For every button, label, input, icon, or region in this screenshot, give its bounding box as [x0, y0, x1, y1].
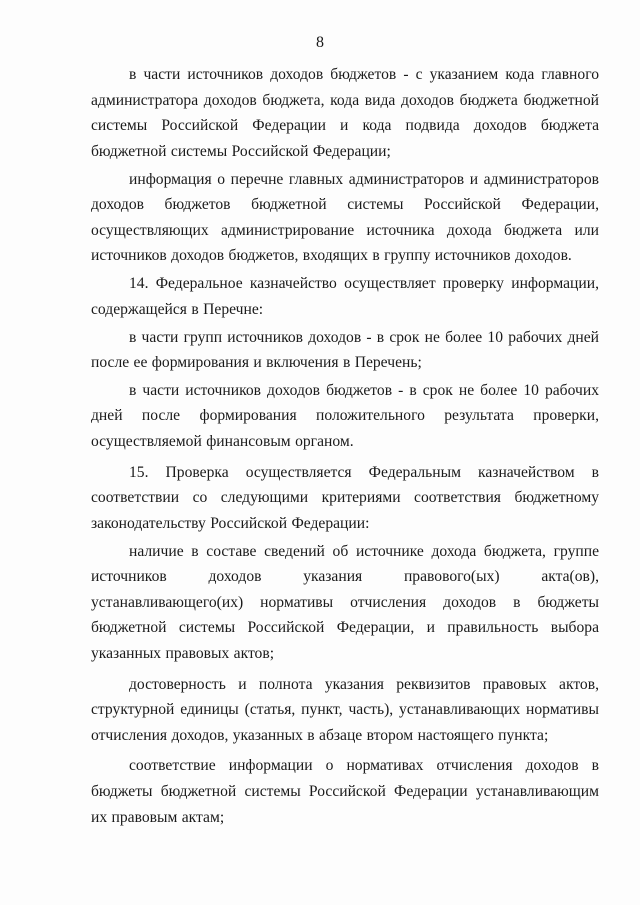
paragraph-criterion-requisites: достоверность и полнота указания реквизитов правовых актов, структурной единицы (статья, пункт, часть), устанавливающих нормативы отчисления доходов, указанных в абзаце втором настоящего пункта; [91, 675, 599, 744]
page-number: 8 [316, 34, 324, 51]
paragraph-groups-deadline: в части групп источников доходов - в срок не более 10 рабочих дней после ее формирования и включения в Перечень; [91, 328, 599, 372]
paragraph-item-15: 15. Проверка осуществляется Федеральным казначейством в соответствии со следующими критериями соответствия бюджетному законодательству Российской Федерации: [91, 463, 599, 532]
document-body [91, 62, 599, 832]
paragraph-sources-deadline: в части источников доходов бюджетов - в срок не более 10 рабочих дней после формирования положительного результата проверки, осуществляемой финансовым органом. [91, 381, 599, 451]
paragraph-item-14: 14. Федеральное казначейство осуществляет проверку информации, содержащейся в Перечне: [91, 275, 599, 318]
paragraph-criterion-legal-acts: наличие в составе сведений об источнике дохода бюджета, группе источников доходов указания правового(ых) акта(ов), устанавливающего(их) нормативы отчисления доходов в бюджеты бюджетной системы Российской Федерации, и правильность выбора указанных правовых актов; [91, 542, 599, 662]
paragraph-revenue-sources-codes: в части источников доходов бюджетов - с указанием кода главного администратора доходов бюджета, кода вида доходов бюджета бюджетной системы Российской Федерации и кода подвида доходов бюджета бюджетной системы Российской Федерации; [91, 66, 599, 160]
paragraph-administrators-info: информация о перечне главных администраторов и администраторов доходов бюджетов бюджетной системы Российской Федерации, осуществляющих администрирование источника дохода бюджета или источников доходов бюджетов, входящих в группу источников доходов. [91, 170, 599, 265]
paragraph-criterion-norms: соответствие информации о нормативах отчисления доходов в бюджеты бюджетной системы Российской Федерации устанавливающим их правовым актам; [91, 757, 599, 826]
